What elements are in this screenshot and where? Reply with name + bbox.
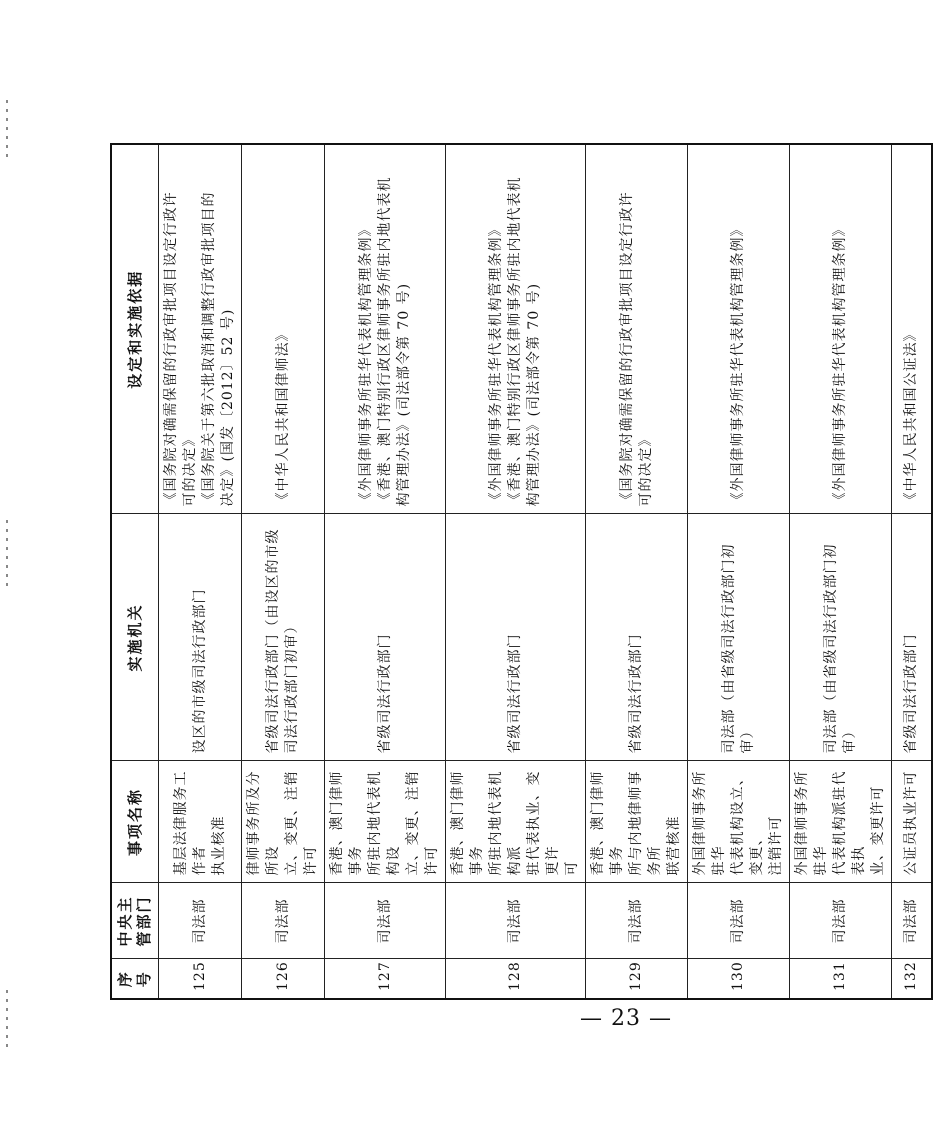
basis-line: 《国务院关于第六批取消和调整行政审批项目的 xyxy=(201,191,217,507)
binding-mark-middle xyxy=(6,520,8,590)
header-item-name: 事项名称 xyxy=(111,761,159,883)
table-row xyxy=(790,144,892,999)
item-name-line: 律师事务所及分所设 xyxy=(246,770,281,876)
cell-item-name xyxy=(159,761,242,883)
item-name-line: 联营核准 xyxy=(666,815,682,876)
cell-serial-no: 126 xyxy=(242,959,325,999)
table-row xyxy=(892,144,932,999)
item-name-line: 所驻内地代表机构设 xyxy=(367,770,402,876)
cell-implementing-org xyxy=(586,514,688,761)
cell-implementing-org xyxy=(242,514,325,761)
table-header-row xyxy=(111,144,159,999)
item-name-line: 外国律师事务所驻华 xyxy=(692,770,727,876)
cell-implementing-org xyxy=(688,514,790,761)
item-name-line: 注销许可 xyxy=(768,815,784,876)
item-name-line: 香港、澳门律师事务 xyxy=(590,770,625,876)
org-line: 司法部（由省级司法行政部门初审） xyxy=(822,543,858,754)
basis-line: 《中华人民共和国律师法》 xyxy=(274,326,291,507)
rotated-table-container xyxy=(110,145,919,1000)
cell-legal-basis xyxy=(790,144,892,514)
cell-serial-no: 129 xyxy=(586,959,688,999)
cell-item-name xyxy=(790,761,892,883)
administrative-license-table xyxy=(110,143,933,1000)
cell-central-dept: 司法部 xyxy=(790,883,892,959)
org-line: 省级司法行政部门 xyxy=(902,633,919,754)
item-name-line: 执业核准 xyxy=(210,815,227,876)
cell-item-name xyxy=(242,761,325,883)
basis-line: 《外国律师事务所驻华代表机构管理条例》 xyxy=(488,221,504,507)
cell-implementing-org xyxy=(446,514,586,761)
page-number: — 23 — xyxy=(580,1006,672,1031)
basis-line: 《外国律师事务所驻华代表机构管理条例》 xyxy=(730,221,746,507)
org-line: 设区的市级司法行政部门 xyxy=(191,588,208,754)
cell-legal-basis xyxy=(325,144,446,514)
cell-legal-basis xyxy=(242,144,325,514)
basis-line: 决定》(国发〔2012〕52 号) xyxy=(220,308,236,507)
cell-item-name xyxy=(446,761,586,883)
item-name-line: 基层法律服务工作者 xyxy=(172,770,208,876)
org-line: 司法行政部门初审） xyxy=(284,618,300,754)
cell-item-name xyxy=(586,761,688,883)
org-line: 省级司法行政部门 xyxy=(376,633,393,754)
cell-central-dept: 司法部 xyxy=(325,883,446,959)
basis-line: 《国务院对确需保留的行政审批项目设定行政许 xyxy=(163,191,179,507)
item-name-line: 立、变更、注销许可 xyxy=(405,770,440,876)
cell-serial-no: 131 xyxy=(790,959,892,999)
cell-central-dept: 司法部 xyxy=(159,883,242,959)
header-legal-basis: 设定和实施依据 xyxy=(111,144,159,514)
basis-line: 《外国律师事务所驻华代表机构管理条例》 xyxy=(357,221,374,507)
cell-serial-no: 127 xyxy=(325,959,446,999)
basis-line: 构管理办法》(司法部令第 70 号) xyxy=(395,282,412,507)
item-name-line: 驻代表执业、变更许 xyxy=(526,770,561,876)
org-line: 省级司法行政部门 xyxy=(628,633,644,754)
cell-implementing-org xyxy=(159,514,242,761)
item-name-line: 可 xyxy=(564,860,580,876)
cell-legal-basis xyxy=(446,144,586,514)
item-name-line: 所与内地律师事务所 xyxy=(628,770,663,876)
table-row xyxy=(446,144,586,999)
cell-implementing-org xyxy=(325,514,446,761)
cell-implementing-org xyxy=(790,514,892,761)
org-line: 司法部（由省级司法行政部门初审） xyxy=(720,543,756,754)
table-row xyxy=(242,144,325,999)
header-central-dept: 中央主管部门 xyxy=(111,883,159,959)
cell-serial-no: 125 xyxy=(159,959,242,999)
cell-legal-basis xyxy=(688,144,790,514)
cell-central-dept: 司法部 xyxy=(688,883,790,959)
table-row xyxy=(325,144,446,999)
cell-legal-basis xyxy=(159,144,242,514)
binding-mark-top xyxy=(6,100,8,160)
cell-central-dept: 司法部 xyxy=(892,883,932,959)
item-name-line: 公证员执业许可 xyxy=(902,770,919,876)
cell-item-name xyxy=(325,761,446,883)
cell-implementing-org xyxy=(892,514,932,761)
basis-line: 《香港、澳门特别行政区律师事务所驻内地代表机 xyxy=(376,176,393,507)
item-name-line: 香港、澳门律师事务 xyxy=(329,770,364,876)
basis-line: 《中华人民共和国公证法》 xyxy=(902,326,919,507)
cell-central-dept: 司法部 xyxy=(446,883,586,959)
item-name-line: 香港、澳门律师事务 xyxy=(450,770,485,876)
item-name-line: 业、变更许可 xyxy=(870,785,886,876)
binding-mark-bottom xyxy=(6,990,8,1050)
table-row xyxy=(159,144,242,999)
table-row xyxy=(688,144,790,999)
cell-serial-no: 128 xyxy=(446,959,586,999)
header-implementing-org: 实施机关 xyxy=(111,514,159,761)
org-line: 省级司法行政部门 xyxy=(507,633,523,754)
item-name-line: 代表机构设立、变更、 xyxy=(730,770,765,876)
basis-line: 《外国律师事务所驻华代表机构管理条例》 xyxy=(832,221,848,507)
cell-item-name xyxy=(688,761,790,883)
basis-line: 《国务院对确需保留的行政审批项目设定行政许 xyxy=(618,191,635,507)
item-name-line: 外国律师事务所驻华 xyxy=(794,770,829,876)
org-line: 省级司法行政部门（由设区的市级 xyxy=(265,528,281,754)
cell-serial-no: 130 xyxy=(688,959,790,999)
header-serial-no: 序号 xyxy=(111,959,159,999)
table-row xyxy=(586,144,688,999)
item-name-line: 代表机构派驻代表执 xyxy=(832,770,867,876)
cell-serial-no: 132 xyxy=(892,959,932,999)
cell-central-dept: 司法部 xyxy=(586,883,688,959)
item-name-line: 立、变更、注销许可 xyxy=(284,770,319,876)
cell-legal-basis xyxy=(892,144,932,514)
cell-item-name xyxy=(892,761,932,883)
basis-line: 《香港、澳门特别行政区律师事务所驻内地代表机 xyxy=(507,176,523,507)
item-name-line: 所驻内地代表机构派 xyxy=(488,770,523,876)
basis-line: 可的决定》 xyxy=(637,431,654,507)
cell-central-dept: 司法部 xyxy=(242,883,325,959)
basis-line: 构管理办法》(司法部令第 70 号) xyxy=(526,282,542,507)
basis-line: 可的决定》 xyxy=(182,431,198,507)
cell-legal-basis xyxy=(586,144,688,514)
